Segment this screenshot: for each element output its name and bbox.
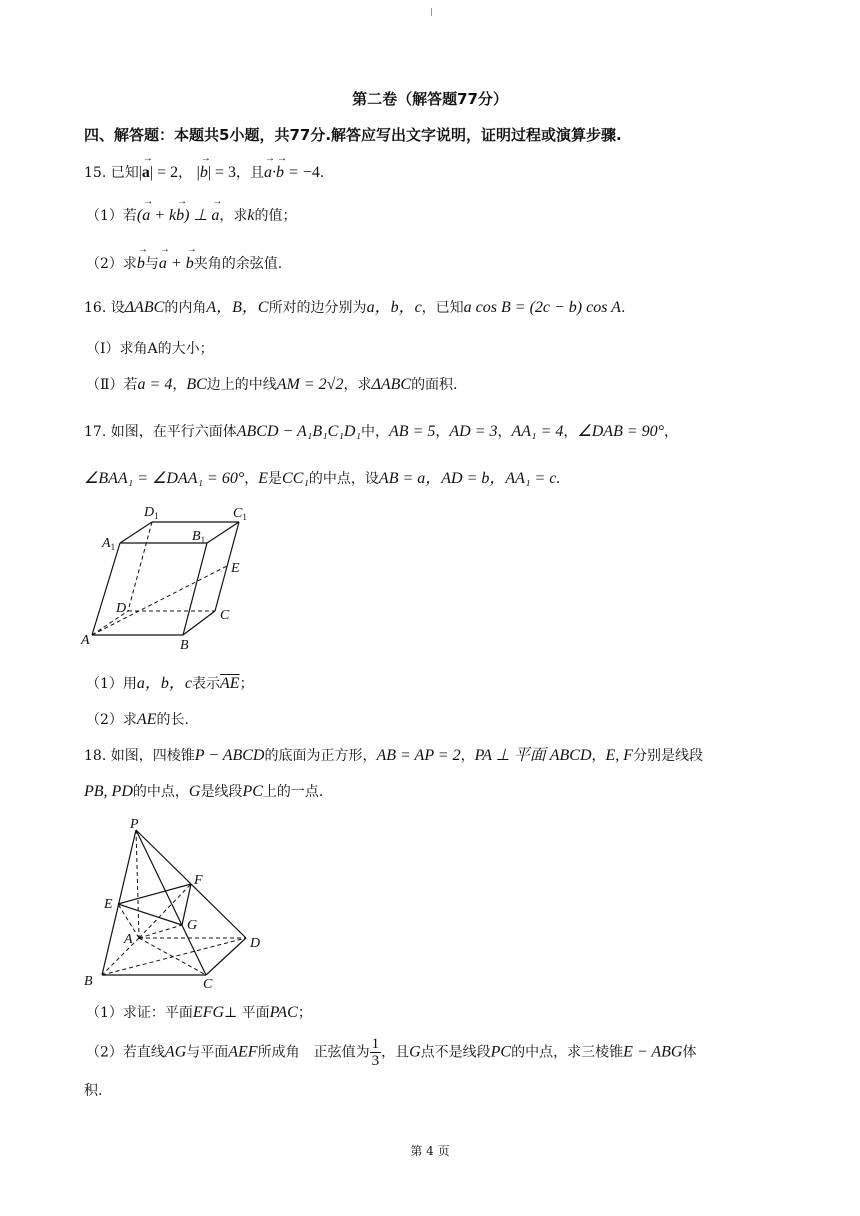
label-d: D [250,936,261,951]
edge-aa1 [92,543,120,635]
label-f: F [194,873,203,888]
pyramid-figure [80,815,275,995]
label-a1: $A_1$ [102,536,116,552]
label-c: C [220,608,230,623]
label-g: G [187,918,198,933]
q17-stem-2: ∠BAA₁ = ∠DAA₁ = 60°，E是CC₁的中点，设AB = a，AD = b，AA₁ = c. [84,470,561,487]
label-c1: $C_1$ [233,506,247,522]
label-p: P [130,817,139,832]
segment-ae [92,566,227,635]
top-mark [431,8,432,16]
label-b: B [84,974,93,989]
label-e: E [104,897,113,912]
q18-part1: （1）求证：平面EFG⊥ 平面PAC； [86,1004,312,1021]
q17-stem-1: 17. 如图，在平行六面体ABCD − A₁B₁C₁D₁中，AB = 5，AD = 3，AA₁ = 4，∠DAB = 90°， [84,423,679,440]
q16-stem: 16. 设ΔABC的内角A，B，C所对的边分别为a，b，c，已知a cos B = (2c − b) cos A. [84,299,626,316]
segment-eg [118,904,182,925]
edge-ab-hidden [102,938,139,975]
q18-stem-2: PB, PD的中点，G是线段PC上的一点. [84,783,324,800]
label-a: A [124,932,133,947]
page-title: 第二卷（解答题77分） [352,90,508,108]
q15-part1: （1）若(→ a + k→ b) ⊥ → a，求k的值； [86,205,297,225]
q18-part2-cont: 积. [84,1083,103,1099]
page-number: 第 4 页 [410,1144,450,1158]
label-d: D [116,601,127,616]
q17-part2: （2）求AE的长. [86,711,189,728]
label-a: A [81,633,90,648]
section-heading: 四、解答题：本题共5小题，共77分.解答应写出文字说明，证明过程或演算步骤. [84,126,622,144]
q15-stem: 15. 已知|→ a| = 2， |→ b| = 3，且→ a·→ b = −4. [84,162,324,182]
label-b1: $B_1$ [192,529,206,545]
label-b: B [180,638,189,652]
q16-part1: （Ⅰ）求角A的大小； [86,341,214,357]
edge-pc [136,830,206,975]
q16-part2: （Ⅱ）若a = 4，BC边上的中线AM = 2√2，求ΔABC的面积. [86,376,458,393]
segment-af-hidden [139,884,191,938]
q18-stem-1: 18. 如图，四棱锥P − ABCD的底面为正方形，AB = AP = 2，PA ⊥ 平面 ABCD，E, F分别是线段 [84,747,704,764]
fraction-one-third: $\frac{1}{3}$ [371,1036,380,1069]
edge-bb1 [183,543,207,635]
parallelepiped-figure [78,500,258,652]
segment-ef [118,884,191,904]
q15-part2: （2）求→ b与→ a + → b夹角的余弦值. [86,253,282,273]
q18-part2: （2）若直线AG与平面AEF所成角 正弦值为 $\frac{1}{3}$ ，且G点不是线段PC的中点，求三棱锥E − ABG体 [86,1036,697,1069]
label-d1: $D_1$ [144,505,159,521]
q17-part1: （1）用a，b，c表示$\overline{AE}$； [86,675,254,692]
label-e: E [231,561,240,576]
label-c: C [203,977,213,992]
edge-d1a1 [120,522,152,543]
edge-pa-hidden [136,830,139,938]
